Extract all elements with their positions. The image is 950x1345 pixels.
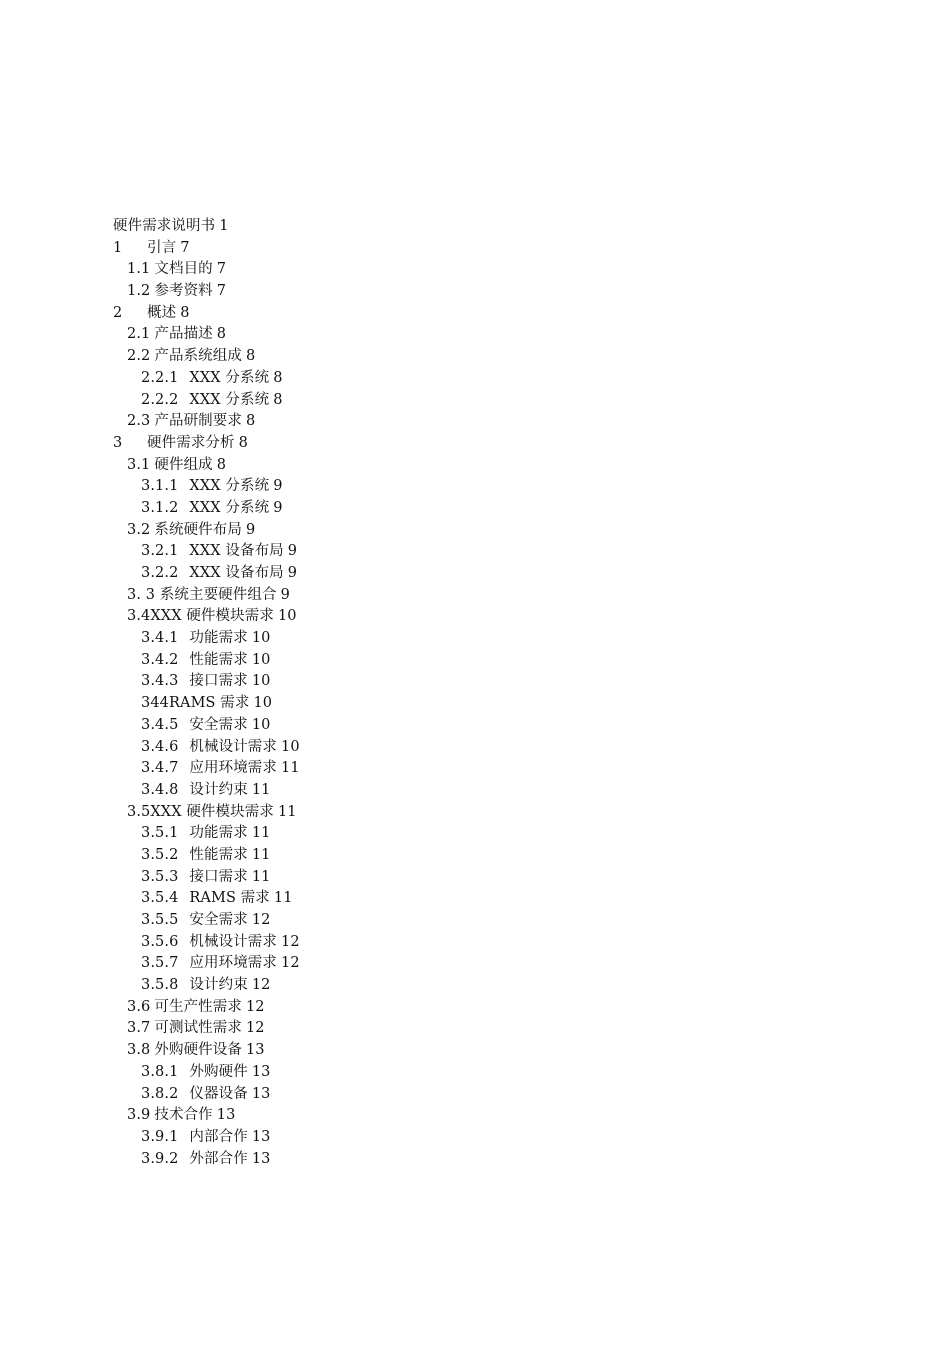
toc-entry-number: 3.8.1: [141, 1063, 179, 1080]
toc-entry-title: 产品系统组成: [154, 348, 242, 365]
toc-entry-page: 12: [245, 998, 265, 1015]
toc-entry-title: XXX 设备布局: [189, 543, 284, 560]
toc-entry-number: 3.5.1: [141, 825, 179, 842]
toc-entry[interactable]: [113, 259, 713, 281]
toc-entry-title: 3.5XXX 硬件模块需求: [127, 803, 274, 820]
toc-entry[interactable]: [113, 975, 713, 997]
toc-entry-title: 3. 3 系统主要硬件组合: [127, 586, 277, 603]
toc-entry-page: 7: [180, 239, 190, 256]
toc-entry-page: 13: [251, 1085, 271, 1102]
toc-entry-page: 8: [238, 434, 248, 451]
toc-entry-page: 8: [216, 326, 227, 343]
toc-entry-page: 11: [251, 846, 271, 863]
toc-entry-page: 11: [277, 803, 297, 820]
toc-entry-number: 3.8: [127, 1042, 151, 1059]
toc-entry-number: 2: [113, 304, 123, 321]
toc-entry-number: 3.7: [127, 1020, 151, 1037]
toc-entry-number: 3.5.7: [141, 955, 179, 972]
toc-entry-title: 可测试性需求: [154, 1020, 242, 1037]
toc-entry[interactable]: [113, 867, 713, 889]
toc-entry-number: 1.1: [127, 261, 151, 278]
toc-entry[interactable]: [113, 346, 713, 368]
toc-entry-title: XXX 设备布局: [189, 565, 284, 581]
toc-entry-number: 3.4.7: [141, 760, 179, 777]
toc-entry-number: 3: [113, 434, 123, 451]
toc-entry-title: XXX 分系统: [189, 391, 270, 408]
toc-entry-title: 344RAMS 需求: [141, 695, 250, 712]
toc-entry-number: 3.1.2: [141, 499, 179, 516]
toc-entry-title: 功能需求: [189, 630, 248, 647]
toc-entry-page: 9: [280, 586, 290, 603]
toc-entry-title: 内部合作: [189, 1128, 248, 1145]
toc-entry-title: 外购硬件设备: [154, 1042, 242, 1059]
toc-entry-title: 概述: [147, 304, 177, 321]
toc-entry-title: 产品描述: [154, 326, 213, 343]
toc-entry[interactable]: [113, 411, 713, 433]
toc-entry-title: 引言: [147, 239, 177, 256]
toc-entry-title: 安全需求: [189, 912, 248, 928]
toc-entry[interactable]: [113, 238, 713, 260]
toc-entry-title: 接口需求: [189, 673, 248, 690]
toc-entry-title: 机械设计需求: [189, 933, 278, 950]
toc-entry-page: 9: [287, 543, 298, 560]
toc-entry-page: 7: [216, 261, 227, 278]
toc-entry[interactable]: [113, 650, 713, 672]
toc-entry[interactable]: [113, 845, 713, 867]
toc-entry-number: 3.6: [127, 998, 151, 1015]
toc-entry-title: 技术合作: [154, 1107, 213, 1124]
toc-entry-page: 13: [251, 1128, 271, 1145]
table-of-contents: [113, 216, 713, 1170]
toc-entry[interactable]: [113, 780, 713, 802]
toc-entry[interactable]: [113, 498, 713, 520]
toc-entry[interactable]: [113, 823, 713, 845]
toc-entry-page: 8: [273, 391, 283, 408]
toc-entry-number: 3.2: [127, 521, 151, 538]
toc-entry[interactable]: [113, 216, 713, 238]
toc-entry[interactable]: [113, 758, 713, 780]
toc-entry-title: 安全需求: [189, 716, 248, 733]
toc-entry[interactable]: [113, 390, 713, 412]
toc-entry-number: 3.4.1: [141, 630, 179, 647]
toc-entry-page: 11: [273, 890, 293, 907]
toc-entry-title: 功能需求: [189, 825, 248, 842]
toc-entry-page: 13: [245, 1042, 265, 1059]
toc-entry-page: 12: [251, 912, 271, 928]
toc-entry[interactable]: [113, 910, 713, 932]
toc-entry-number: 3.5.6: [141, 933, 179, 950]
toc-entry-page: 12: [251, 977, 271, 994]
toc-entry-number: 3.5.3: [141, 868, 179, 885]
toc-entry[interactable]: [113, 324, 713, 346]
toc-entry-page: 10: [251, 716, 271, 733]
toc-entry-title: XXX 分系统: [189, 499, 270, 516]
toc-entry-number: 3.1: [127, 456, 151, 473]
toc-entry[interactable]: [113, 606, 713, 628]
toc-entry-page: 12: [281, 933, 300, 950]
toc-entry-page: 8: [180, 304, 190, 321]
toc-entry[interactable]: [113, 1105, 713, 1127]
toc-entry-number: 3.4.8: [141, 781, 179, 798]
toc-entry-title: 文档目的: [154, 261, 213, 278]
toc-entry-number: 3.5.4: [141, 890, 179, 907]
toc-entry[interactable]: [113, 671, 713, 693]
toc-entry-number: 2.2: [127, 348, 151, 365]
toc-entry-title: 接口需求: [189, 868, 248, 885]
toc-entry[interactable]: [113, 281, 713, 303]
toc-entry-page: 9: [245, 521, 256, 538]
toc-entry[interactable]: [113, 715, 713, 737]
toc-entry-title: 外购硬件: [189, 1063, 248, 1080]
toc-entry[interactable]: [113, 628, 713, 650]
toc-entry-page: 7: [216, 283, 227, 300]
toc-entry[interactable]: [113, 1062, 713, 1084]
toc-entry-title: 可生产性需求: [154, 998, 242, 1015]
toc-entry-title: 性能需求: [189, 651, 248, 668]
toc-entry[interactable]: [113, 932, 713, 954]
toc-entry-title: 系统硬件布局: [154, 521, 242, 538]
toc-entry-page: 9: [273, 478, 283, 495]
toc-entry-number: 2.3: [127, 413, 151, 430]
toc-entry-page: 10: [281, 738, 300, 755]
toc-entry-number: 3.5.8: [141, 977, 179, 994]
toc-entry[interactable]: [113, 1127, 713, 1149]
toc-entry[interactable]: [113, 455, 713, 477]
toc-entry-number: 3.9: [127, 1107, 151, 1124]
toc-entry[interactable]: [113, 1018, 713, 1040]
toc-entry-title: 设计约束: [189, 781, 248, 798]
toc-entry[interactable]: [113, 520, 713, 542]
toc-entry[interactable]: [113, 368, 713, 390]
toc-entry-title: 外部合作: [189, 1150, 248, 1167]
toc-entry-title: 性能需求: [189, 846, 248, 863]
toc-entry-title: 应用环境需求: [189, 760, 278, 777]
toc-entry-page: 10: [251, 651, 271, 668]
toc-entry-page: 10: [251, 630, 271, 647]
toc-entry-page: 10: [253, 695, 273, 712]
toc-entry-title: 仪器设备: [189, 1085, 248, 1102]
toc-entry-number: 3.5.5: [141, 912, 179, 928]
toc-entry-page: 13: [251, 1063, 271, 1080]
toc-entry[interactable]: [113, 1084, 713, 1106]
toc-entry[interactable]: [113, 953, 713, 975]
toc-entry[interactable]: [113, 1149, 713, 1171]
toc-entry-page: 11: [281, 760, 300, 777]
toc-entry-title: XXX 分系统: [189, 478, 270, 495]
toc-entry[interactable]: [113, 802, 713, 824]
toc-entry-title: 硬件组成: [154, 456, 213, 473]
toc-entry-page: 8: [273, 369, 283, 386]
toc-entry-number: 3.4.6: [141, 738, 179, 755]
toc-entry[interactable]: [113, 1040, 713, 1062]
toc-entry-title: 产品研制要求: [154, 413, 242, 430]
toc-entry-number: 3.5.2: [141, 846, 179, 863]
toc-entry-page: 12: [245, 1020, 265, 1037]
toc-entry-number: 3.4.5: [141, 716, 179, 733]
toc-entry-page: 12: [281, 955, 300, 972]
toc-entry[interactable]: [113, 997, 713, 1019]
toc-entry-page: 11: [251, 868, 271, 885]
toc-entry[interactable]: [113, 541, 713, 563]
toc-entry-number: 3.2.1: [141, 543, 179, 560]
toc-entry-page: 13: [216, 1107, 236, 1124]
toc-entry-page: 9: [287, 565, 298, 581]
toc-entry[interactable]: [113, 888, 713, 910]
toc-entry-page: 8: [245, 413, 256, 430]
toc-entry-number: 3.4.2: [141, 651, 179, 668]
toc-entry-number: 3.1.1: [141, 478, 179, 495]
toc-entry-title: 应用环境需求: [189, 955, 278, 972]
toc-entry-title: RAMS 需求: [189, 890, 270, 907]
toc-entry-page: 13: [251, 1150, 271, 1167]
toc-entry-title: 3.4XXX 硬件模块需求: [127, 608, 274, 625]
toc-entry-title: 参考资料: [154, 283, 213, 300]
toc-entry[interactable]: [113, 693, 713, 715]
toc-entry-title: 硬件需求分析: [147, 434, 235, 451]
toc-entry-number: 3.4.3: [141, 673, 179, 690]
toc-entry-title: XXX 分系统: [189, 369, 270, 386]
toc-entry-page: 10: [277, 608, 297, 625]
toc-entry[interactable]: [113, 585, 713, 607]
toc-entry-title: 设计约束: [189, 977, 248, 994]
toc-entry-page: 8: [245, 348, 256, 365]
toc-entry-number: 3.9.1: [141, 1128, 179, 1145]
toc-entry[interactable]: [113, 303, 713, 325]
toc-entry-number: 1: [113, 239, 123, 256]
toc-entry-number: 3.2.2: [141, 565, 179, 581]
toc-entry-number: 1.2: [127, 283, 151, 300]
toc-entry[interactable]: [113, 737, 713, 759]
toc-entry[interactable]: [113, 433, 713, 455]
toc-entry-page: 1: [219, 218, 229, 234]
toc-entry-page: 8: [216, 456, 227, 473]
toc-entry-page: 11: [251, 781, 271, 798]
toc-entry[interactable]: [113, 563, 713, 585]
toc-entry-number: 2.2.2: [141, 391, 179, 408]
toc-entry-number: 2.2.1: [141, 369, 179, 386]
toc-entry-number: 2.1: [127, 326, 151, 343]
toc-entry-page: 11: [251, 825, 271, 842]
toc-entry-page: 9: [273, 499, 283, 516]
toc-entry-title: 硬件需求说明书: [113, 218, 216, 234]
toc-entry[interactable]: [113, 476, 713, 498]
toc-entry-number: 3.9.2: [141, 1150, 179, 1167]
toc-entry-title: 机械设计需求: [189, 738, 278, 755]
toc-entry-number: 3.8.2: [141, 1085, 179, 1102]
toc-entry-page: 10: [251, 673, 271, 690]
